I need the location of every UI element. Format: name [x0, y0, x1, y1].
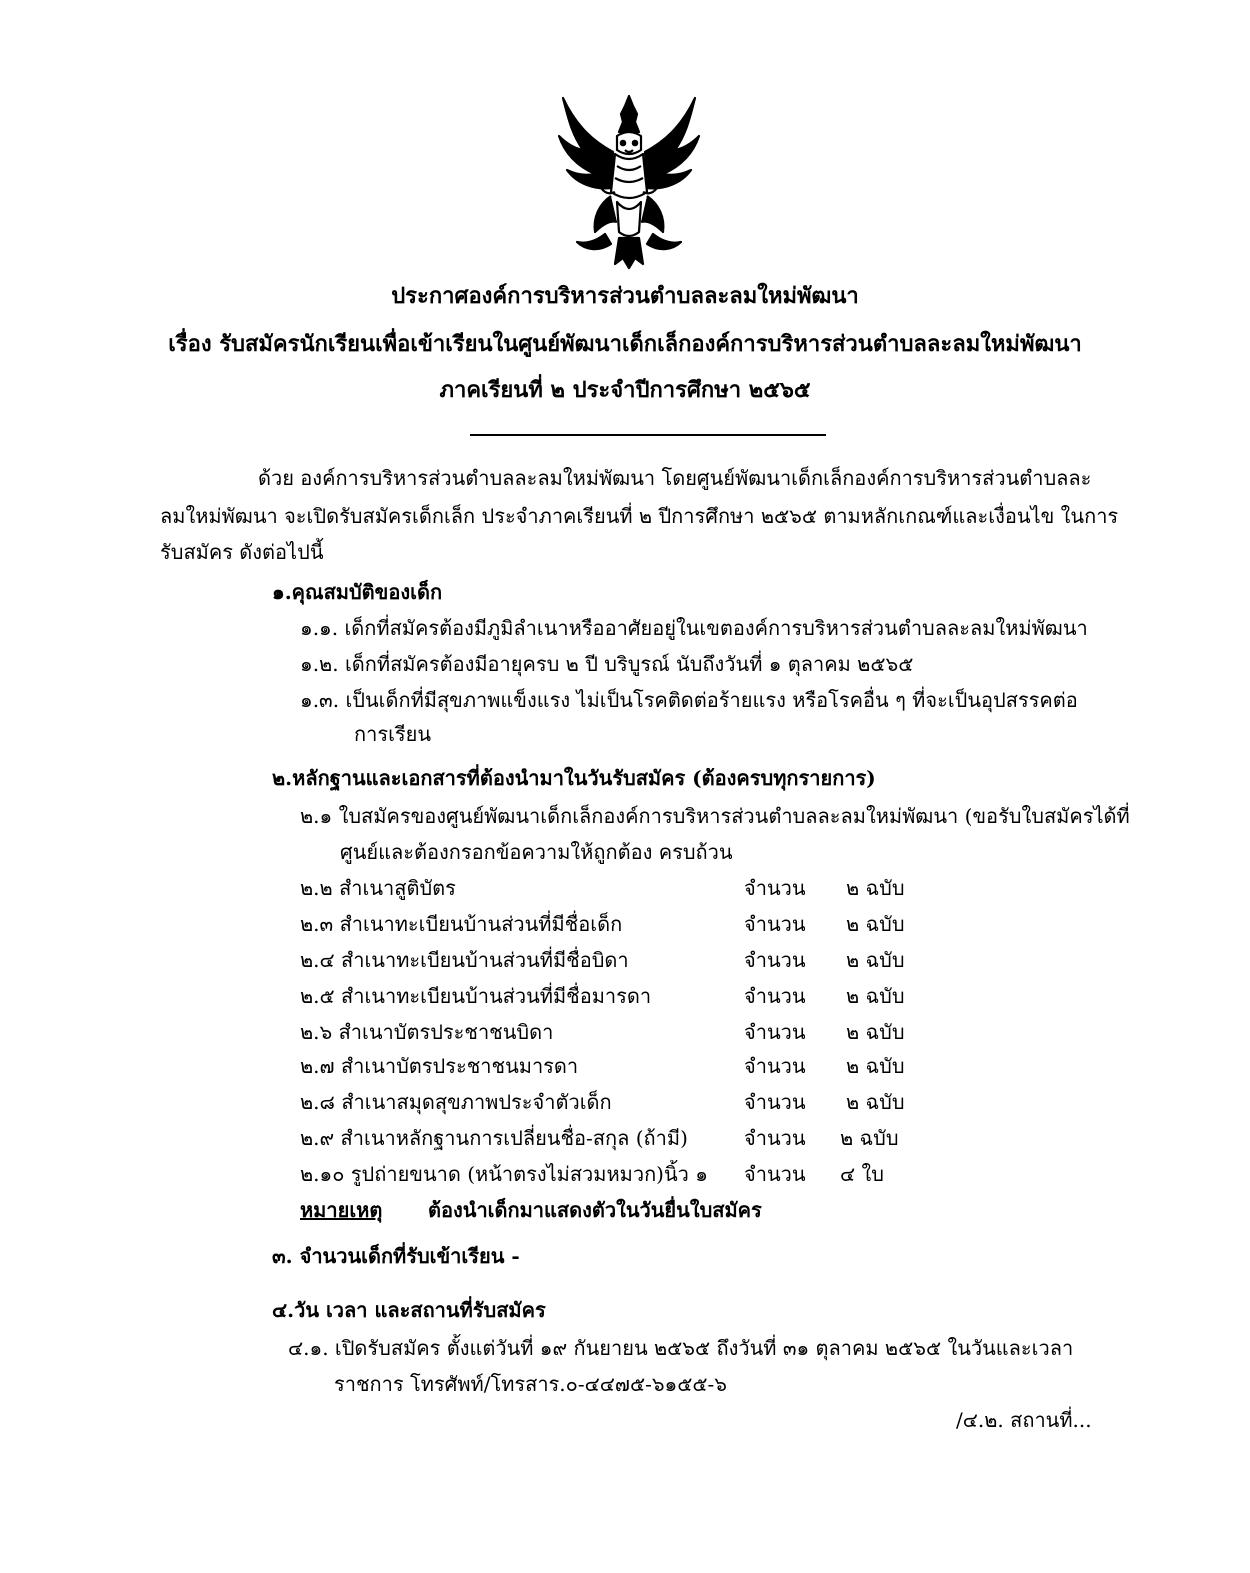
section4-item-1-cont: ราชการ โทรศัพท์/โทรสาร.๐-๔๔๗๕-๖๑๕๕-๖ [334, 1372, 727, 1396]
announcement-title: ประกาศองค์การบริหารส่วนตำบลละลมใหม่พัฒนา [391, 283, 859, 309]
doc-item-label: ๒.๗ สำเนาบัตรประชาชนมารดา [300, 1054, 579, 1078]
section2-item-1-cont: ศูนย์และต้องกรอกข้อความให้ถูกต้อง ครบถ้วน [340, 840, 733, 864]
doc-item-qty: ๒ ฉบับ [846, 948, 905, 972]
intro-line-1: ด้วย องค์การบริหารส่วนตำบลละลมใหม่พัฒนา โดยศูนย์พัฒนาเด็กเล็กองค์การบริหารส่วนตำบลละ [258, 466, 1092, 490]
doc-item-qty-label: จำนวน [744, 948, 806, 972]
section1-item-1: ๑.๑. เด็กที่สมัครต้องมีภูมิลำเนาหรืออาศัยอยู่ในเขตองค์การบริหารส่วนตำบลละลมใหม่พัฒนา [300, 616, 1088, 640]
doc-item-qty-label: จำนวน [744, 1020, 806, 1044]
section4-heading: ๔.วัน เวลา และสถานที่รับสมัคร [272, 1298, 546, 1322]
doc-item-qty: ๒ ฉบับ [846, 984, 905, 1008]
intro-line-2: ลมใหม่พัฒนา จะเปิดรับสมัครเด็กเล็ก ประจำภาคเรียนที่ ๒ ปีการศึกษา ๒๕๖๕ ตามหลักเกณฑ์และเงื่อนไข ในการ [160, 504, 1119, 528]
doc-item-qty-label: จำนวน [744, 1054, 806, 1078]
section3-heading: ๓. จำนวนเด็กที่รับเข้าเรียน - [272, 1244, 520, 1268]
section2-item-1: ๒.๑ ใบสมัครของศูนย์พัฒนาเด็กเล็กองค์การบริหารส่วนตำบลละลมใหม่พัฒนา (ขอรับใบสมัครได้ที่ [300, 804, 1130, 828]
announcement-subject: เรื่อง รับสมัครนักเรียนเพื่อเข้าเรียนในศูนย์พัฒนาเด็กเล็กองค์การบริหารส่วนตำบลละลมใหม่พัฒนา [168, 331, 1082, 357]
note-text: ต้องนำเด็กมาแสดงตัวในวันยื่นใบสมัคร [428, 1198, 762, 1222]
announcement-term: ภาคเรียนที่ ๒ ประจำปีการศึกษา ๒๕๖๕ [439, 377, 811, 403]
doc-item-qty: ๒ ฉบับ [846, 876, 905, 900]
section1-item-3-cont: การเรียน [354, 722, 432, 746]
title-divider [470, 434, 826, 436]
doc-item-qty-label: จำนวน [744, 984, 806, 1008]
section1-item-3: ๑.๓. เป็นเด็กที่มีสุขภาพแข็งแรง ไม่เป็นโรคติดต่อร้ายแรง หรือโรคอื่น ๆ ที่จะเป็นอุปสรรคต่อ [300, 688, 1078, 712]
section1-item-2: ๑.๒. เด็กที่สมัครต้องมีอายุครบ ๒ ปี บริบูรณ์ นับถึงวันที่ ๑ ตุลาคม ๒๕๖๕ [300, 652, 914, 676]
doc-item-label: ๒.๙ สำเนาหลักฐานการเปลี่ยนชื่อ-สกุล (ถ้ามี) [300, 1126, 688, 1150]
doc-item-label: ๒.๕ สำเนาทะเบียนบ้านส่วนที่มีชื่อมารดา [300, 984, 652, 1008]
section1-heading: ๑.คุณสมบัติของเด็ก [272, 580, 443, 604]
page-continuation: /๔.๒. สถานที่... [956, 1408, 1092, 1432]
doc-item-label: ๒.๒ สำเนาสูติบัตร [300, 876, 456, 900]
doc-item-qty: ๒ ฉบับ [846, 1090, 905, 1114]
doc-item-label: ๒.๘ สำเนาสมุดสุขภาพประจำตัวเด็ก [300, 1090, 612, 1114]
doc-item-label: ๒.๑๐ รูปถ่ายขนาด (หน้าตรงไม่สวมหมวก)นิ้ว ๑ [300, 1162, 708, 1186]
doc-item-label: ๒.๖ สำเนาบัตรประชาชนบิดา [300, 1020, 554, 1044]
doc-item-qty-label: จำนวน [744, 1090, 806, 1114]
doc-item-qty: ๒ ฉบับ [840, 1126, 899, 1150]
doc-item-qty: ๒ ฉบับ [846, 1020, 905, 1044]
doc-item-qty-label: จำนวน [744, 912, 806, 936]
garuda-emblem-icon [555, 92, 703, 270]
doc-item-qty: ๒ ฉบับ [846, 1054, 905, 1078]
doc-item-qty: ๔ ใบ [840, 1162, 884, 1186]
section4-item-1: ๔.๑. เปิดรับสมัคร ตั้งแต่วันที่ ๑๙ กันยายน ๒๕๖๕ ถึงวันที่ ๓๑ ตุลาคม ๒๕๖๕ ในวันและเวลา [288, 1336, 1074, 1360]
doc-item-qty: ๒ ฉบับ [846, 912, 905, 936]
doc-item-label: ๒.๔ สำเนาทะเบียนบ้านส่วนที่มีชื่อบิดา [300, 948, 629, 972]
note-label: หมายเหตุ [300, 1198, 383, 1222]
doc-item-qty-label: จำนวน [744, 1126, 806, 1150]
section2-heading: ๒.หลักฐานและเอกสารที่ต้องนำมาในวันรับสมัคร (ต้องครบทุกรายการ) [272, 766, 876, 790]
doc-item-label: ๒.๓ สำเนาทะเบียนบ้านส่วนที่มีชื่อเด็ก [300, 912, 623, 936]
intro-line-3: รับสมัคร ดังต่อไปนี้ [160, 540, 324, 564]
doc-item-qty-label: จำนวน [744, 1162, 806, 1186]
doc-item-qty-label: จำนวน [744, 876, 806, 900]
